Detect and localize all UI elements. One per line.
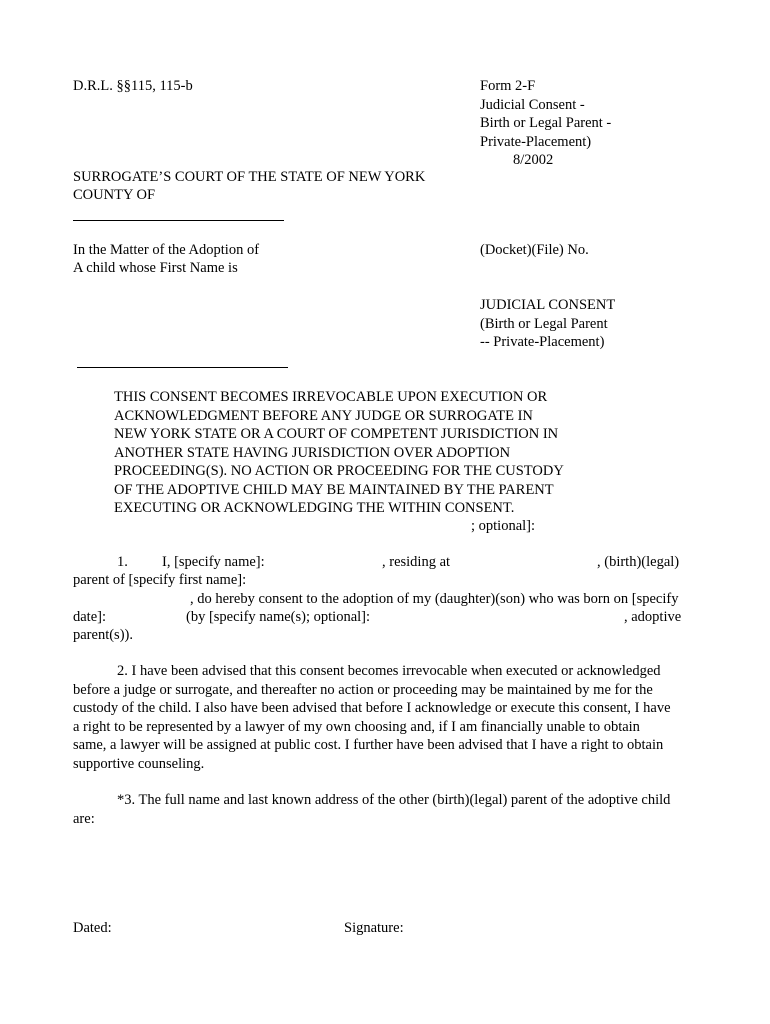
para1-adoptive: , adoptive	[624, 609, 682, 625]
court-name: SURROGATE’S COURT OF THE STATE OF NEW YORK	[73, 169, 426, 185]
form-line: Private-Placement)	[480, 133, 592, 150]
form-date: 8/2002	[513, 152, 554, 168]
para2-line: same, a lawyer will be assigned at public cost. I further have been advised that I have a right to obtain	[73, 737, 664, 753]
dated-label: Dated:	[73, 920, 112, 936]
para1-birth-legal: , (birth)(legal)	[597, 554, 680, 570]
warning-line: ANOTHER STATE HAVING JURISDICTION OVER ADOPTION	[114, 444, 511, 461]
para1-consent-text: , do hereby consent to the adoption of my (daughter)(son) who was born on [specify	[190, 591, 679, 607]
para1-by-label: (by [specify name(s); optional]:	[186, 609, 371, 625]
matter-line-2: A child whose First Name is	[73, 260, 238, 276]
para1-parents: parent(s)).	[73, 627, 133, 643]
para2-line: custody of the child. I also have been advised that before I acknowledge or execute this consent, I have	[73, 700, 671, 716]
title-line: -- Private-Placement)	[480, 334, 605, 350]
form-line: Judicial Consent -	[480, 96, 585, 113]
para1-residing-label: , residing at	[382, 554, 451, 570]
signature-label: Signature:	[344, 920, 404, 936]
para1-name-label: I, [specify name]:	[162, 554, 265, 570]
county-blank-line	[73, 220, 284, 221]
warning-line: PROCEEDING(S). NO ACTION OR PROCEEDING FOR THE CUSTODY	[114, 463, 564, 479]
warning-line: ACKNOWLEDGMENT BEFORE ANY JUDGE OR SURROGATE IN	[114, 407, 533, 424]
paragraph-3	[73, 791, 703, 828]
form-line: Birth or Legal Parent -	[480, 115, 612, 131]
para2-line: a right to be represented by a lawyer of my own choosing and, if I am financially unable to obtain	[73, 718, 640, 735]
title-line: (Birth or Legal Parent	[480, 315, 608, 332]
statute-reference: D.R.L. §§115, 115-b	[73, 78, 193, 94]
form-identifier	[480, 77, 611, 170]
irrevocability-warning	[114, 388, 564, 518]
docket-number-label: (Docket)(File) No.	[480, 242, 589, 258]
county-label: COUNTY OF	[73, 187, 156, 203]
para2-line: supportive counseling.	[73, 755, 205, 772]
para3-line-2: are:	[73, 810, 95, 827]
document-title	[480, 296, 615, 352]
para2-line: 2. I have been advised that this consent becomes irrevocable when executed or acknowledged	[117, 663, 661, 679]
para3-line-1: *3. The full name and last known address of the other (birth)(legal) parent of the adoptive child	[117, 792, 671, 808]
para2-line: before a judge or surrogate, and thereafter no action or proceeding may be maintained by me for the	[73, 681, 653, 698]
warning-line: EXECUTING OR ACKNOWLEDGING THE WITHIN CONSENT.	[114, 500, 515, 516]
paragraph-2	[73, 662, 703, 773]
optional-note: ; optional]:	[471, 518, 536, 534]
form-line: Form 2-F	[480, 78, 536, 94]
warning-line: NEW YORK STATE OR A COURT OF COMPETENT JURISDICTION IN	[114, 426, 559, 442]
warning-line: THIS CONSENT BECOMES IRREVOCABLE UPON EXECUTION OR	[114, 389, 548, 405]
matter-line-1: In the Matter of the Adoption of	[73, 242, 260, 258]
caption-blank-line	[77, 367, 288, 368]
warning-line: OF THE ADOPTIVE CHILD MAY BE MAINTAINED BY THE PARENT	[114, 481, 554, 498]
para1-number: 1.	[117, 554, 128, 570]
para1-parent-of: parent of [specify first name]:	[73, 572, 247, 588]
title-line: JUDICIAL CONSENT	[480, 297, 616, 313]
para1-date-label: date]:	[73, 609, 107, 625]
